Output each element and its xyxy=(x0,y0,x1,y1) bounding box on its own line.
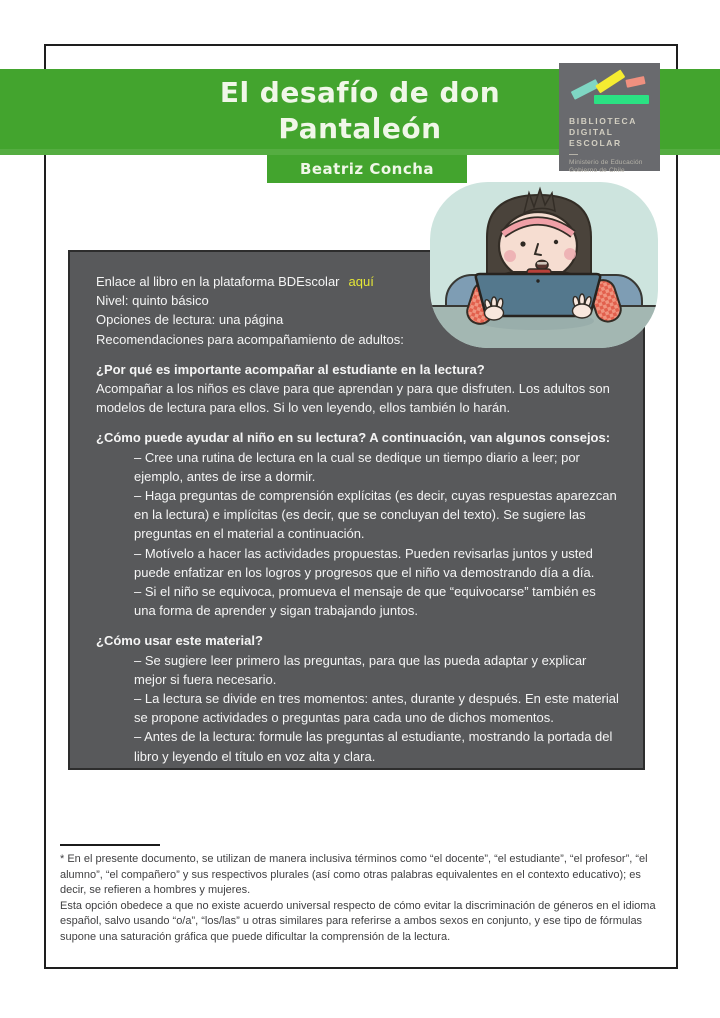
section-heading: ¿Cómo puede ayudar al niño en su lectura? A continuación, van algunos consejos: xyxy=(96,430,611,446)
bullet-list xyxy=(134,651,619,766)
section-heading: ¿Por qué es importante acompañar al estudiante en la lectura? xyxy=(96,361,485,377)
section-paragraph: Acompañar a los niños es clave para que aprendan y para que disfruten. Los adultos son modelos de lectura para ellos. Si lo ven leyendo, ellos también lo harán. xyxy=(96,381,610,416)
child-reading-tablet-illustration xyxy=(430,182,658,348)
bullet-item: – Antes de la lectura: formule las preguntas al estudiante, mostrando la portada del libro y leyendo el título en voz alta y clara. xyxy=(134,729,613,764)
aqui-link[interactable]: aquí xyxy=(348,274,374,289)
ministry-line1: Ministerio de Educación xyxy=(569,159,643,166)
child-illustration-drawing xyxy=(430,182,658,348)
footnote-paragraph-2: Esta opción obedece a que no existe acuerdo universal respecto de cómo evitar la discriminación de géneros en el idioma español, salvo usando “o/a”, “los/las” u otras similares para referirse a ambos sexos en conjunto, y ese tipo de fórmulas supone una saturación gráfica que puede dificultar la comprensión de la lectura. xyxy=(60,899,656,943)
bde-logo xyxy=(559,63,660,174)
bullet-item: – Se sugiere leer primero las preguntas, para que las pueda adaptar y explicar mejor si fuera necesario. xyxy=(134,652,587,687)
bullet-item: – Haga preguntas de comprensión explícitas (es decir, cuyas respuestas aparezcan en la lectura) e implícitas (es decir, que se concluyan del texto). Se sugiere las preguntas en el material a continuación. xyxy=(134,488,617,542)
reading-options-line: Opciones de lectura: una página xyxy=(96,312,284,328)
logo-line-escolar: ESCOLAR xyxy=(569,138,622,148)
footnote-paragraph-1: * En el presente documento, se utilizan de manera inclusiva términos como “el docente”, “el estudiante”, “el profesor”, “el alumno”, “el compañero” y sus respectivos plurales (así como otras palabras equivalentes en el contexto educativo); es decir, se refieren a hombres y mujeres. xyxy=(60,853,648,897)
bullet-list xyxy=(134,448,619,621)
logo-line-digital: DIGITAL xyxy=(569,127,614,137)
footnote-divider xyxy=(60,844,160,846)
bde-logo-stripes-icon xyxy=(569,69,654,109)
link-prefix-text: Enlace al libro en la plataforma BDEscolar xyxy=(96,274,340,289)
logo-wordmark xyxy=(569,116,660,149)
section-heading: ¿Cómo usar este material? xyxy=(96,633,263,649)
recommendations-line: Recomendaciones para acompañamiento de adultos: xyxy=(96,331,404,347)
bullet-item: – Motívelo a hacer las actividades propuestas. Pueden revisarlas juntos y usted puede enfatizar en los logros y progresos que el niño va demostrando día a día. xyxy=(134,545,595,580)
logo-dash xyxy=(569,154,578,155)
author-box xyxy=(267,155,467,183)
book-title-line1: El desafío de don xyxy=(219,76,501,109)
logo-line-biblioteca: BIBLIOTECA xyxy=(569,116,637,126)
level-line: Nivel: quinto básico xyxy=(96,293,209,309)
section-how-to-use xyxy=(96,631,619,765)
bullet-item: – La lectura se divide en tres momentos: antes, durante y después. En este material se propone actividades o preguntas para cada uno de dichos momentos. xyxy=(134,691,619,726)
footnote xyxy=(60,844,668,946)
author-name: Beatriz Concha xyxy=(299,160,435,178)
logo-ministry xyxy=(569,159,660,175)
bullet-item: – Cree una rutina de lectura en la cual se dedique un tiempo diario a leer; por ejemplo, antes de irse a dormir. xyxy=(134,449,580,484)
bullet-item: – Si el niño se equivoca, promueva el mensaje de que “equivocarse” también es una forma de aprender y sigan trabajando juntos. xyxy=(134,584,596,619)
ministry-line2: Gobierno de Chile xyxy=(569,167,625,174)
section-why-accompany xyxy=(96,360,619,418)
section-how-to-help xyxy=(96,428,619,620)
book-title-line2: Pantaleón xyxy=(278,112,442,145)
